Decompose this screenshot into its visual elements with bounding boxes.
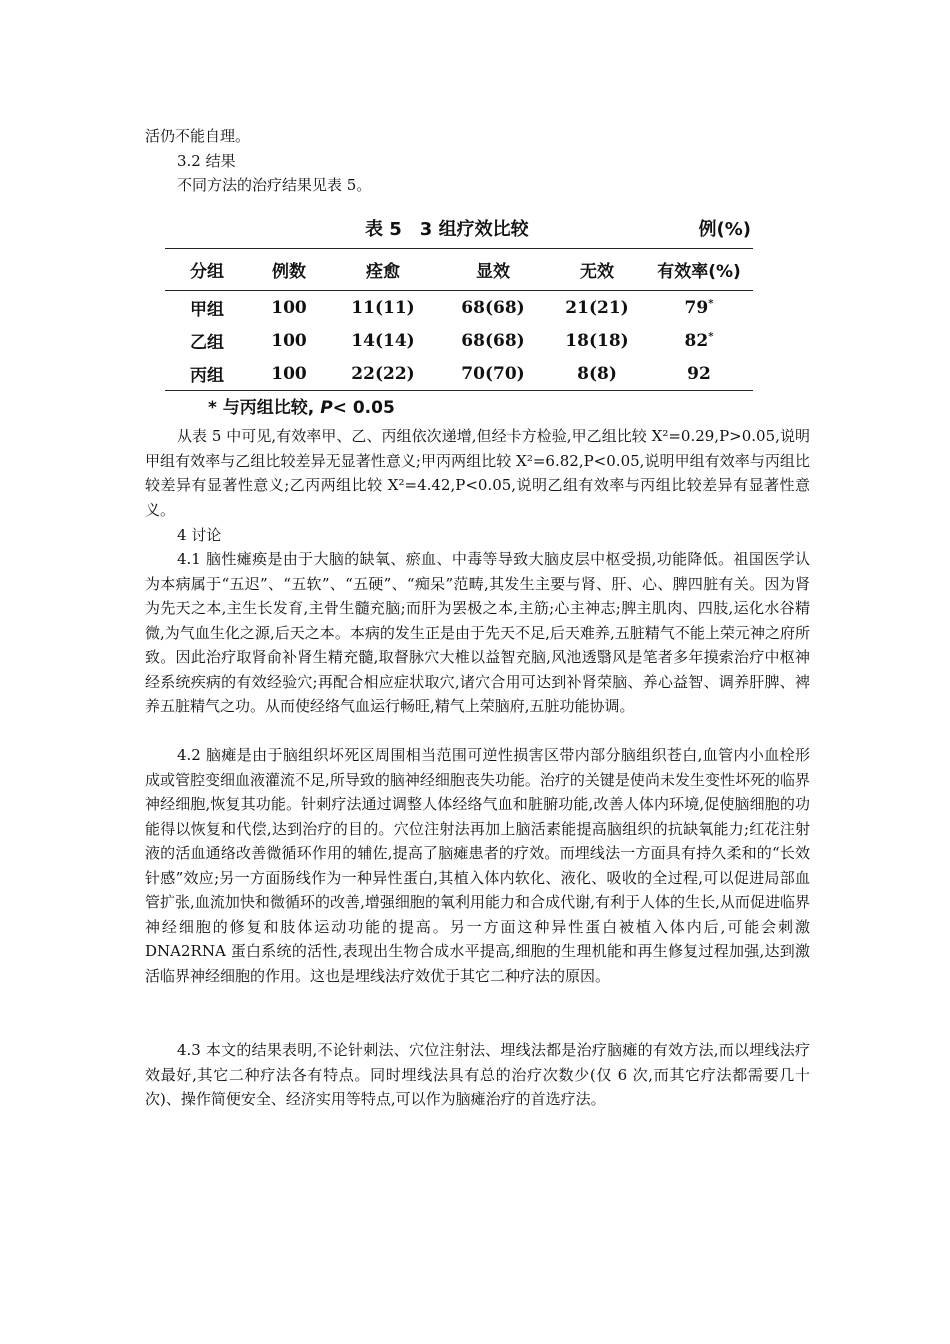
table-footnote xyxy=(208,393,395,418)
results-table xyxy=(165,248,753,391)
column-header: 分组 xyxy=(165,249,249,291)
cured-cell: 22(22) xyxy=(329,357,437,391)
footnote-suffix: < 0.05 xyxy=(332,398,395,418)
table-header-row xyxy=(165,249,753,291)
invalid-cell: 21(21) xyxy=(565,297,629,318)
table-unit: 例(%) xyxy=(698,219,751,240)
column-header: 痊愈 xyxy=(329,249,437,291)
significance-mark: * xyxy=(708,297,714,309)
marked-cell: 68(68) xyxy=(461,330,525,351)
count-cell: 100 xyxy=(271,297,307,318)
table-row xyxy=(165,357,753,391)
discussion-paragraph-4-1: 4.1 脑性瘫痪是由于大脑的缺氧、瘀血、中毒等导致大脑皮层中枢受损,功能降低。祖国医学认为本病属于“五迟”、“五软”、“五硬”、“痴呆”范畴,其发生主要与肾、肝、心、脾四脏有关。因为肾为先天之本,主生长发育,主骨生髓充脑;而肝为罢极之本,主筋;心主神志;脾主肌肉、四肢,运化水谷精微,为气血生化之源,后天之本。本病的发生正是由于先天不足,后天难养,五脏精气不能上荣元神之府所致。因此治疗取肾俞补肾生精充髓,取督脉穴大椎以益智充脑,风池透翳风是笔者多年摸索治疗中枢神经系统疾病的有效经验穴;再配合相应症状取穴,诸穴合用可达到补肾荣脑、养心益智、调养肝脾、裨养五脏精气之功。从而使经络气血运行畅旺,精气上荣脑府,五脏功能协调。 xyxy=(145,550,810,715)
column-header: 无效 xyxy=(549,249,645,291)
marked-cell: 70(70) xyxy=(437,357,549,391)
marked-cell: 68(68) xyxy=(461,297,525,318)
invalid-cell: 18(18) xyxy=(565,330,629,351)
discussion-paragraph-4-3: 4.3 本文的结果表明,不论针刺法、穴位注射法、埋线法都是治疗脑瘫的有效方法,而以埋线法疗效最好,其它二种疗法各有特点。同时埋线法具有总的治疗次数少(仅 6 次,而其它疗法都需要几十次)、操作简便安全、经济实用等特点,可以作为脑瘫治疗的首选疗法。 xyxy=(145,1041,810,1108)
table-title: 表 5 3 组疗效比较 xyxy=(365,219,529,240)
cured-cell: 14(14) xyxy=(351,330,415,351)
group-cell: 丙组 xyxy=(165,357,249,391)
rate-cell xyxy=(645,291,753,325)
discussion-paragraph-4-2: 4.2 脑瘫是由于脑组织坏死区周围相当范围可逆性损害区带内部分脑组织苍白,血管内小血栓形成或管腔变细血液灌流不足,所导致的脑神经细胞丧失功能。治疗的关键是使尚未发生变性坏死的临界神经细胞,恢复其功能。针刺疗法通过调整人体经络气血和脏腑功能,改善人体内环境,促使脑细胞的功能得以恢复和代偿,达到治疗的目的。穴位注射法再加上脑活素能提高脑组织的抗缺氧能力;红花注射液的活血通络改善微循环作用的辅佐,提高了脑瘫患者的疗效。而埋线法一方面具有持久柔和的“长效针感”效应;另一方面肠线作为一种异性蛋白,其植入体内软化、液化、吸收的全过程,可以促进局部血管扩张,血流加快和微循环的改善,增强细胞的氧利用能力和合成代谢,有利于人体的生长,从而促进临界神经细胞的修复和肢体运动功能的提高。另一方面这种异性蛋白被植入体内后,可能会刺激 DNA2RNA 蛋白系统的活性,表现出生物合成水平提高,细胞的生理机能和再生修复过程加强,达到激活临界神经细胞的作用。这也是埋线法疗效优于其它二种疗法的原因。 xyxy=(145,746,810,985)
group-cell: 乙组 xyxy=(190,333,224,353)
table-reference-line: 不同方法的治疗结果见表 5。 xyxy=(177,176,372,194)
cured-cell: 11(11) xyxy=(351,297,415,318)
column-header: 例数 xyxy=(249,249,329,291)
intro-line: 活仍不能自理。 xyxy=(145,127,251,145)
rate-value: 79 xyxy=(684,297,709,318)
rate-cell xyxy=(645,357,753,391)
section-heading-3-2: 3.2 结果 xyxy=(177,152,236,170)
rate-value: 82 xyxy=(684,330,709,351)
count-cell: 100 xyxy=(271,330,307,351)
section-heading-4: 4 讨论 xyxy=(177,526,222,544)
results-paragraph: 从表 5 中可见,有效率甲、乙、丙组依次递增,但经卡方检验,甲乙组比较 X²=0.29,P>0.05,说明甲组有效率与乙组比较差异无显著性意义;甲丙两组比较 X²=6.82,P<0.05,说明甲组有效率与丙组比较差异有显著性意义;乙丙两组比较 X²=4.42,P<0.05,说明乙组有效率与丙组比较差异有显著性意义。 xyxy=(145,427,810,519)
count-cell: 100 xyxy=(249,357,329,391)
column-header: 显效 xyxy=(437,249,549,291)
table-row xyxy=(165,324,753,357)
rate-cell xyxy=(645,324,753,357)
table-caption xyxy=(165,213,753,243)
footnote-prefix: * 与丙组比较, xyxy=(208,398,315,418)
rate-value: 92 xyxy=(687,363,711,384)
footnote-p-symbol: P xyxy=(320,398,333,418)
table-row xyxy=(165,291,753,325)
invalid-cell: 8(8) xyxy=(549,357,645,391)
group-cell: 甲组 xyxy=(190,300,224,320)
significance-mark: * xyxy=(708,330,714,342)
column-header: 有效率(%) xyxy=(645,249,753,291)
